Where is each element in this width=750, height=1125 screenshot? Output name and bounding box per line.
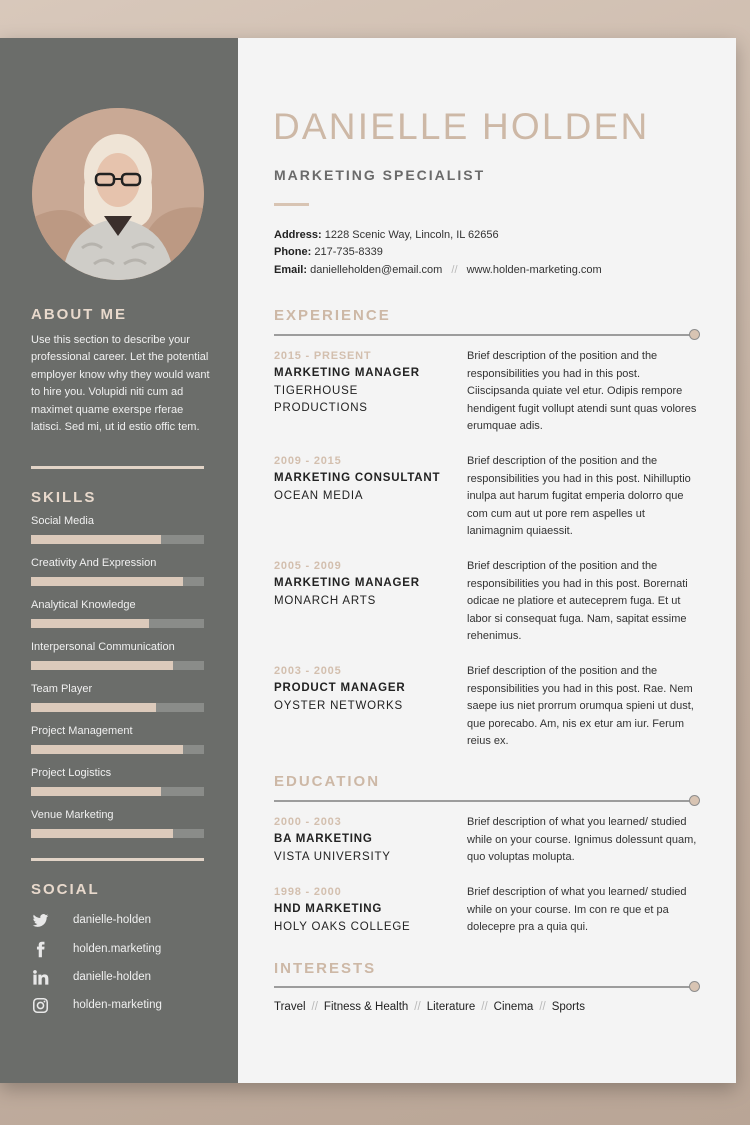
skill-bar xyxy=(31,535,204,544)
contact-phone xyxy=(274,246,383,258)
entry-date: 2015 - PRESENT xyxy=(274,350,372,362)
instagram-icon xyxy=(31,996,49,1014)
sidebar xyxy=(0,38,238,1083)
skill-item xyxy=(31,682,204,712)
experience-divider xyxy=(274,334,692,336)
title-divider xyxy=(274,203,309,206)
interests-divider xyxy=(274,986,692,988)
interests-divider-dot xyxy=(689,981,700,992)
interests-heading: INTERESTS xyxy=(274,960,377,977)
email-value[interactable]: danielleholden@email.com xyxy=(310,264,443,276)
skill-bar xyxy=(31,577,204,586)
skill-label: Project Management xyxy=(31,725,133,737)
entry-date: 2005 - 2009 xyxy=(274,560,342,572)
about-text: Use this section to describe your professional career. Let the potential employer know why they would want to hire you. Volupidi niti cum ad maximet quame exerspe rferae latisci. Sed mi, ut id estio offic tem. xyxy=(31,334,210,434)
skill-bar-fill xyxy=(31,787,161,796)
entry-description: Brief description of the position and the responsibilities you had in this post. Borernati odicae ne platiore et auteceprem fuga. Et ut labor si consequat fuga. Nam, sapitat essime rehenimus. xyxy=(467,560,688,642)
social-text: danielle-holden xyxy=(73,971,152,983)
skill-label: Social Media xyxy=(31,515,94,527)
phone-label: Phone: xyxy=(274,246,312,258)
education-divider-dot xyxy=(689,795,700,806)
entry-role: HND MARKETING xyxy=(274,903,383,915)
skill-bar-fill xyxy=(31,745,183,754)
skill-item xyxy=(31,640,204,670)
experience-entry xyxy=(274,558,714,642)
entry-organization: HOLY OAKS COLLEGE xyxy=(274,920,411,933)
facebook-icon xyxy=(31,940,49,958)
education-heading: EDUCATION xyxy=(274,773,381,790)
interest-item: Cinema xyxy=(493,1001,534,1013)
twitter-icon xyxy=(31,911,49,929)
portrait-illustration xyxy=(32,108,204,280)
job-title: MARKETING SPECIALIST xyxy=(274,167,486,183)
skill-item xyxy=(31,556,204,586)
entry-role: MARKETING CONSULTANT xyxy=(274,472,441,484)
entry-description: Brief description of the position and the responsibilities you had in this post. Rae. Nem saepe ius niet prorrum orumqua spieni ut dust, que porecabo. Am, nis ex etur am iur. Ferum reius ex. xyxy=(467,665,694,747)
address-value: 1228 Scenic Way, Lincoln, IL 62656 xyxy=(324,229,499,241)
website-value[interactable]: www.holden-marketing.com xyxy=(466,264,602,276)
social-item-facebook[interactable] xyxy=(31,939,162,959)
skills-divider xyxy=(31,858,204,861)
skill-label: Project Logistics xyxy=(31,767,112,779)
skill-label: Creativity And Expression xyxy=(31,557,157,569)
education-entry xyxy=(274,814,714,866)
experience-entry xyxy=(274,453,714,537)
entry-role: BA MARKETING xyxy=(274,833,373,845)
entry-organization: OYSTER NETWORKS xyxy=(274,699,403,712)
skill-bar-fill xyxy=(31,535,161,544)
experience-heading: EXPERIENCE xyxy=(274,307,391,324)
interest-separator: // xyxy=(481,1001,488,1013)
skill-bar xyxy=(31,787,204,796)
email-label: Email: xyxy=(274,264,308,276)
interest-separator: // xyxy=(539,1001,546,1013)
entry-description: Brief description of what you learned/ studied while on your course. Ignimus dolessunt quam, quo voluptas molupta. xyxy=(467,816,697,863)
skill-item xyxy=(31,514,204,544)
entry-description: Brief description of the position and the responsibilities you had in this post. Ciiscipsanda quiate vel etur. Odipis rempore hendigent fugit vollupt atendi sunt quas volores erumquae adis. xyxy=(467,350,697,432)
entry-date: 2009 - 2015 xyxy=(274,455,342,467)
about-heading: ABOUT ME xyxy=(31,306,127,323)
education-entry xyxy=(274,884,714,936)
skill-item xyxy=(31,766,204,796)
social-item-linkedin[interactable] xyxy=(31,967,152,987)
skill-bar xyxy=(31,745,204,754)
skill-bar-fill xyxy=(31,829,173,838)
interest-separator: // xyxy=(311,1001,318,1013)
skill-bar-fill xyxy=(31,703,156,712)
social-text: holden-marketing xyxy=(73,999,162,1011)
entry-organization: TIGERHOUSE PRODUCTIONS xyxy=(274,384,368,414)
skill-label: Venue Marketing xyxy=(31,809,114,821)
skill-label: Interpersonal Communication xyxy=(31,641,175,653)
experience-divider-dot xyxy=(689,329,700,340)
social-item-twitter[interactable] xyxy=(31,910,152,930)
interest-separator: // xyxy=(414,1001,421,1013)
social-heading: SOCIAL xyxy=(31,881,100,898)
interest-item: Travel xyxy=(274,1001,306,1013)
entry-role: MARKETING MANAGER xyxy=(274,367,420,379)
entry-organization: VISTA UNIVERSITY xyxy=(274,850,391,863)
about-divider xyxy=(31,466,204,469)
skill-item xyxy=(31,808,204,838)
linkedin-icon xyxy=(31,968,49,986)
interest-item: Fitness & Health xyxy=(323,1001,409,1013)
entry-description: Brief description of what you learned/ studied while on your course. Im con re que et pa dolecepre pra a quia qui. xyxy=(467,886,687,933)
contact-separator: // xyxy=(451,264,458,276)
entry-date: 1998 - 2000 xyxy=(274,886,342,898)
experience-entry xyxy=(274,348,714,432)
entry-organization: OCEAN MEDIA xyxy=(274,489,364,502)
skill-label: Analytical Knowledge xyxy=(31,599,136,611)
skill-bar-fill xyxy=(31,619,149,628)
education-divider xyxy=(274,800,692,802)
profile-photo xyxy=(32,108,204,280)
skill-label: Team Player xyxy=(31,683,93,695)
entry-role: PRODUCT MANAGER xyxy=(274,682,406,694)
social-text: danielle-holden xyxy=(73,914,152,926)
experience-entry xyxy=(274,663,714,747)
contact-address xyxy=(274,229,499,241)
interest-item: Sports xyxy=(551,1001,585,1013)
resume-page xyxy=(0,38,736,1083)
interests-list xyxy=(274,1001,585,1013)
contact-email xyxy=(274,264,602,276)
skill-bar xyxy=(31,661,204,670)
skill-bar xyxy=(31,703,204,712)
skill-bar xyxy=(31,619,204,628)
skill-bar xyxy=(31,829,204,838)
entry-organization: MONARCH ARTS xyxy=(274,594,377,607)
skill-item xyxy=(31,724,204,754)
phone-value: 217-735-8339 xyxy=(314,246,383,258)
social-item-instagram[interactable] xyxy=(31,995,162,1015)
person-name: DANIELLE HOLDEN xyxy=(273,106,650,147)
skills-heading: SKILLS xyxy=(31,489,97,506)
skill-item xyxy=(31,598,204,628)
social-text: holden.marketing xyxy=(73,943,162,955)
interest-item: Literature xyxy=(426,1001,476,1013)
address-label: Address: xyxy=(274,229,322,241)
skill-bar-fill xyxy=(31,577,183,586)
entry-description: Brief description of the position and the responsibilities you had in this post. Nihilluptio inulpa aut harum fugitat emperia dolorro que com cum aut ut pore rem aspelles ut lanimagnim quiaessit. xyxy=(467,455,691,537)
entry-date: 2003 - 2005 xyxy=(274,665,342,677)
skill-bar-fill xyxy=(31,661,173,670)
entry-date: 2000 - 2003 xyxy=(274,816,342,828)
entry-role: MARKETING MANAGER xyxy=(274,577,420,589)
